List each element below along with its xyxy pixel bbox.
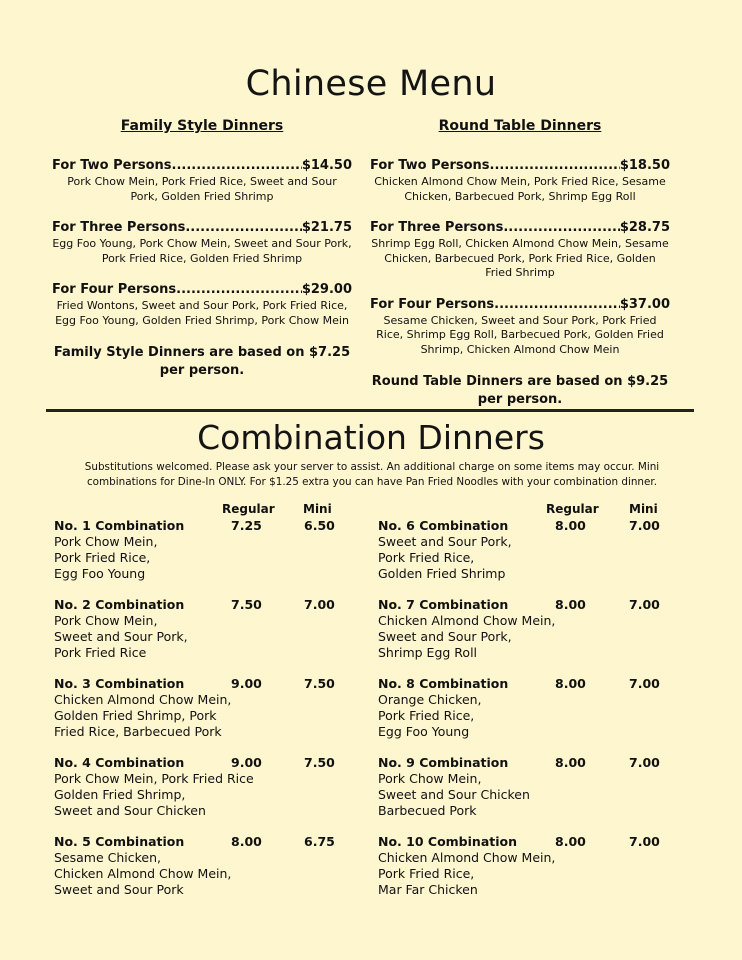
deal-price: $29.00 [301,282,352,297]
mini-price: 6.75 [304,834,335,849]
combination-items [378,850,555,897]
combination-name: No. 6 Combination [378,518,509,533]
combination-item-line: Sweet and Sour Chicken [378,786,530,802]
mini-price: 6.50 [304,518,335,533]
regular-header: Regular [546,502,599,516]
round-table-note: Round Table Dinners are based on $9.25 per person. [371,374,669,407]
combination-item-line: Chicken Almond Chow Mein, [378,613,556,628]
combination-item-line: Golden Fried Shrimp, [54,786,186,802]
regular-price: 8.00 [555,834,586,849]
combination-item-line: Egg Foo Young [378,723,470,739]
round-deal-four [370,297,670,358]
family-style-section [52,118,352,380]
combination-item-line: Chicken Almond Chow Mein, [54,865,232,881]
deal-label: For Four Persons [370,296,495,312]
combination-item-line: Chicken Almond Chow Mein, [54,692,232,707]
combination-item [378,834,668,913]
mini-header: Mini [629,502,658,516]
combination-name: No. 9 Combination [378,755,509,770]
combination-name: No. 8 Combination [378,676,509,691]
combination-list-left [54,518,344,913]
dot-leader [176,282,302,298]
round-deal-three [370,220,670,281]
combination-column-left [54,502,344,913]
regular-price: 8.00 [231,834,262,849]
price-header [54,502,344,518]
deal-items: Pork Chow Mein, Pork Fried Rice, Sweet and Sour Pork, Golden Fried Shrimp [67,175,337,203]
combination-item-line: Fried Rice, Barbecued Pork [54,723,222,739]
combination-name: No. 4 Combination [54,755,185,770]
regular-price: 8.00 [555,676,586,691]
family-style-heading: Family Style Dinners [120,118,284,134]
combination-items [54,534,157,581]
combination-items [378,771,530,818]
combination-item-line: Sweet and Sour Pork, [378,534,512,549]
combination-items [54,692,231,739]
mini-price: 7.00 [629,597,660,612]
combination-title: Combination Dinners [197,418,545,457]
dot-leader [172,158,302,174]
round-table-section [370,118,670,409]
combination-name: No. 2 Combination [54,597,185,612]
combination-item [378,518,668,597]
mini-price: 7.00 [629,518,660,533]
combination-item [54,834,344,913]
deal-items: Fried Wontons, Sweet and Sour Pork, Pork Fried Rice, Egg Foo Young, Golden Fried Shrimp, Pork Chow Mein [55,299,349,327]
combination-items [54,771,254,818]
combination-item [378,676,668,755]
deal-price: $28.75 [619,220,670,235]
deal-label: For Two Persons [370,158,490,173]
combination-item-line: Pork Fried Rice, [378,707,475,723]
combination-item-line: Egg Foo Young [54,565,146,581]
combination-item-line: Golden Fried Shrimp, Pork [54,707,217,723]
price-header [378,502,668,518]
combination-item [54,518,344,597]
combination-items [378,692,482,739]
deal-label: For Four Persons [52,282,177,297]
combination-item-line: Sweet and Sour Chicken [54,802,206,818]
regular-price: 7.25 [231,518,262,533]
combination-item-line: Sweet and Sour Pork [54,881,184,897]
mini-price: 7.00 [304,597,335,612]
combination-column-right [378,502,668,913]
family-deal-two [52,158,352,204]
combination-item-line: Sweet and Sour Pork, [378,628,512,644]
mini-header: Mini [303,502,332,516]
regular-price: 8.00 [555,518,586,533]
combination-list-right [378,518,668,913]
regular-price: 7.50 [231,597,262,612]
combination-item-line: Barbecued Pork [378,802,477,818]
family-deal-three [52,220,352,266]
deal-label: For Three Persons [52,220,186,235]
combination-item-line: Golden Fried Shrimp [378,565,506,581]
deal-items: Sesame Chicken, Sweet and Sour Pork, Pork Fried Rice, Shrimp Egg Roll, Barbecued Pork, Golden Fried Shrimp, Chicken Almond Chow Mein [376,313,664,356]
combination-item-line: Sweet and Sour Pork, [54,628,188,644]
combination-name: No. 1 Combination [54,518,185,533]
combination-items [378,613,555,660]
regular-price: 9.00 [231,755,262,770]
combination-item-line: Orange Chicken, [378,692,482,707]
family-style-note: Family Style Dinners are based on $7.25 per person. [53,345,351,378]
deal-items: Egg Foo Young, Pork Chow Mein, Sweet and Sour Pork, Pork Fried Rice, Golden Fried Shrimp [52,237,352,265]
combination-item [378,597,668,676]
round-deal-two [370,158,670,204]
combination-item-line: Pork Chow Mein, [378,771,482,786]
page-title: Chinese Menu [245,64,497,104]
family-deal-four [52,282,352,328]
combination-name: No. 10 Combination [378,834,517,849]
combination-item [378,755,668,834]
regular-price: 8.00 [555,755,586,770]
combination-item-line: Pork Fried Rice, [378,865,475,881]
dot-leader [494,297,620,313]
deal-price: $14.50 [301,158,352,173]
round-table-heading: Round Table Dinners [438,118,602,134]
combination-item-line: Pork Chow Mein, [54,613,158,628]
combination-name: No. 5 Combination [54,834,185,849]
deal-items: Chicken Almond Chow Mein, Pork Fried Rice, Sesame Chicken, Barbecued Pork, Shrimp Egg Roll [374,175,666,203]
deal-price: $37.00 [619,296,670,312]
combination-name: No. 3 Combination [54,676,185,691]
combination-item-line: Sesame Chicken, [54,850,162,865]
combination-name: No. 7 Combination [378,597,509,612]
dot-leader [503,220,619,236]
combination-item-line: Pork Fried Rice [54,644,147,660]
combination-items [378,534,512,581]
combination-item-line: Mar Far Chicken [378,881,478,897]
deal-label: For Three Persons [370,220,504,235]
combination-items [54,850,231,897]
regular-price: 9.00 [231,676,262,691]
regular-price: 8.00 [555,597,586,612]
mini-price: 7.00 [629,755,660,770]
deal-items: Shrimp Egg Roll, Chicken Almond Chow Mein, Sesame Chicken, Barbecued Pork, Pork Fried Rice, Golden Fried Shrimp [371,237,669,279]
combination-note: Substitutions welcomed. Please ask your server to assist. An additional charge on some items may occur. Mini combinations for Dine-In ONLY. For $1.25 extra you can have Pan Fried Noodles with your combination dinner. [84,461,660,488]
dot-leader [185,220,301,236]
mini-price: 7.00 [629,676,660,691]
deal-price: $21.75 [301,220,352,235]
combination-items [54,613,188,660]
combination-item-line: Pork Fried Rice, [378,549,475,565]
combination-item [54,597,344,676]
mini-price: 7.50 [304,755,335,770]
combination-item-line: Pork Chow Mein, [54,534,158,549]
combination-item-line: Shrimp Egg Roll [378,644,478,660]
dot-leader [490,158,620,174]
combination-item-line: Pork Fried Rice, [54,549,151,565]
deal-label: For Two Persons [52,158,172,173]
combination-item-line: Pork Chow Mein, Pork Fried Rice [54,771,254,786]
combination-item [54,676,344,755]
combination-item [54,755,344,834]
mini-price: 7.50 [304,676,335,691]
section-divider [46,409,694,412]
regular-header: Regular [222,502,275,516]
combination-item-line: Chicken Almond Chow Mein, [378,850,556,865]
mini-price: 7.00 [629,834,660,849]
deal-price: $18.50 [619,158,670,173]
